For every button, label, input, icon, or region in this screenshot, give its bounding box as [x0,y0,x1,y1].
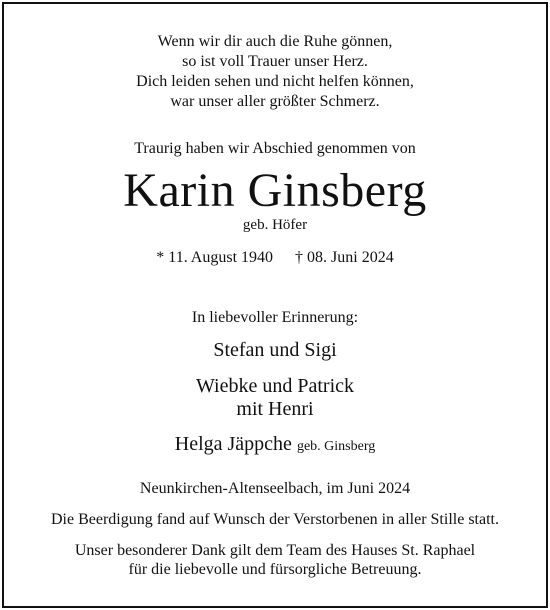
poem-line-3: Dich leiden sehen und nicht helfen können, [136,73,414,90]
family-line-3: mit Henri [236,398,314,420]
life-dates [0,248,550,268]
thanks-line-1: Unser besonderer Dank gilt dem Team des Hauses St. Raphael [74,542,476,559]
intro-text: Traurig haben wir Abschied genommen von [134,140,416,157]
poem-line-1: Wenn wir dir auch die Ruhe gönnen, [157,33,393,50]
poem-line-2: so ist voll Trauer unser Herz. [182,53,368,70]
memory-label: In liebevoller Erinnerung: [191,309,359,326]
birth-name: geb. Höfer [242,217,308,233]
place-date: Neunkirchen-Altenseelbach, im Juni 2024 [139,480,411,497]
deceased-name: Karin Ginsberg [123,164,427,217]
death-date: † 08. Juni 2024 [295,249,394,266]
poem-line-4: war unser aller größter Schmerz. [170,93,380,110]
family-line-4 [0,432,550,459]
family-member-name: Helga Jäppche [174,433,292,455]
family-line-1: Stefan und Sigi [213,339,337,361]
funeral-note: Die Beerdigung fand auf Wunsch der Verstorbenen in aller Stille statt. [51,511,499,528]
thanks-line-2: für die liebevolle und fürsorgliche Betreuung. [128,561,422,578]
family-line-2: Wiebke und Patrick [195,375,355,397]
birth-date: * 11. August 1940 [156,249,274,266]
family-member-birth-name: geb. Ginsberg [296,439,376,454]
